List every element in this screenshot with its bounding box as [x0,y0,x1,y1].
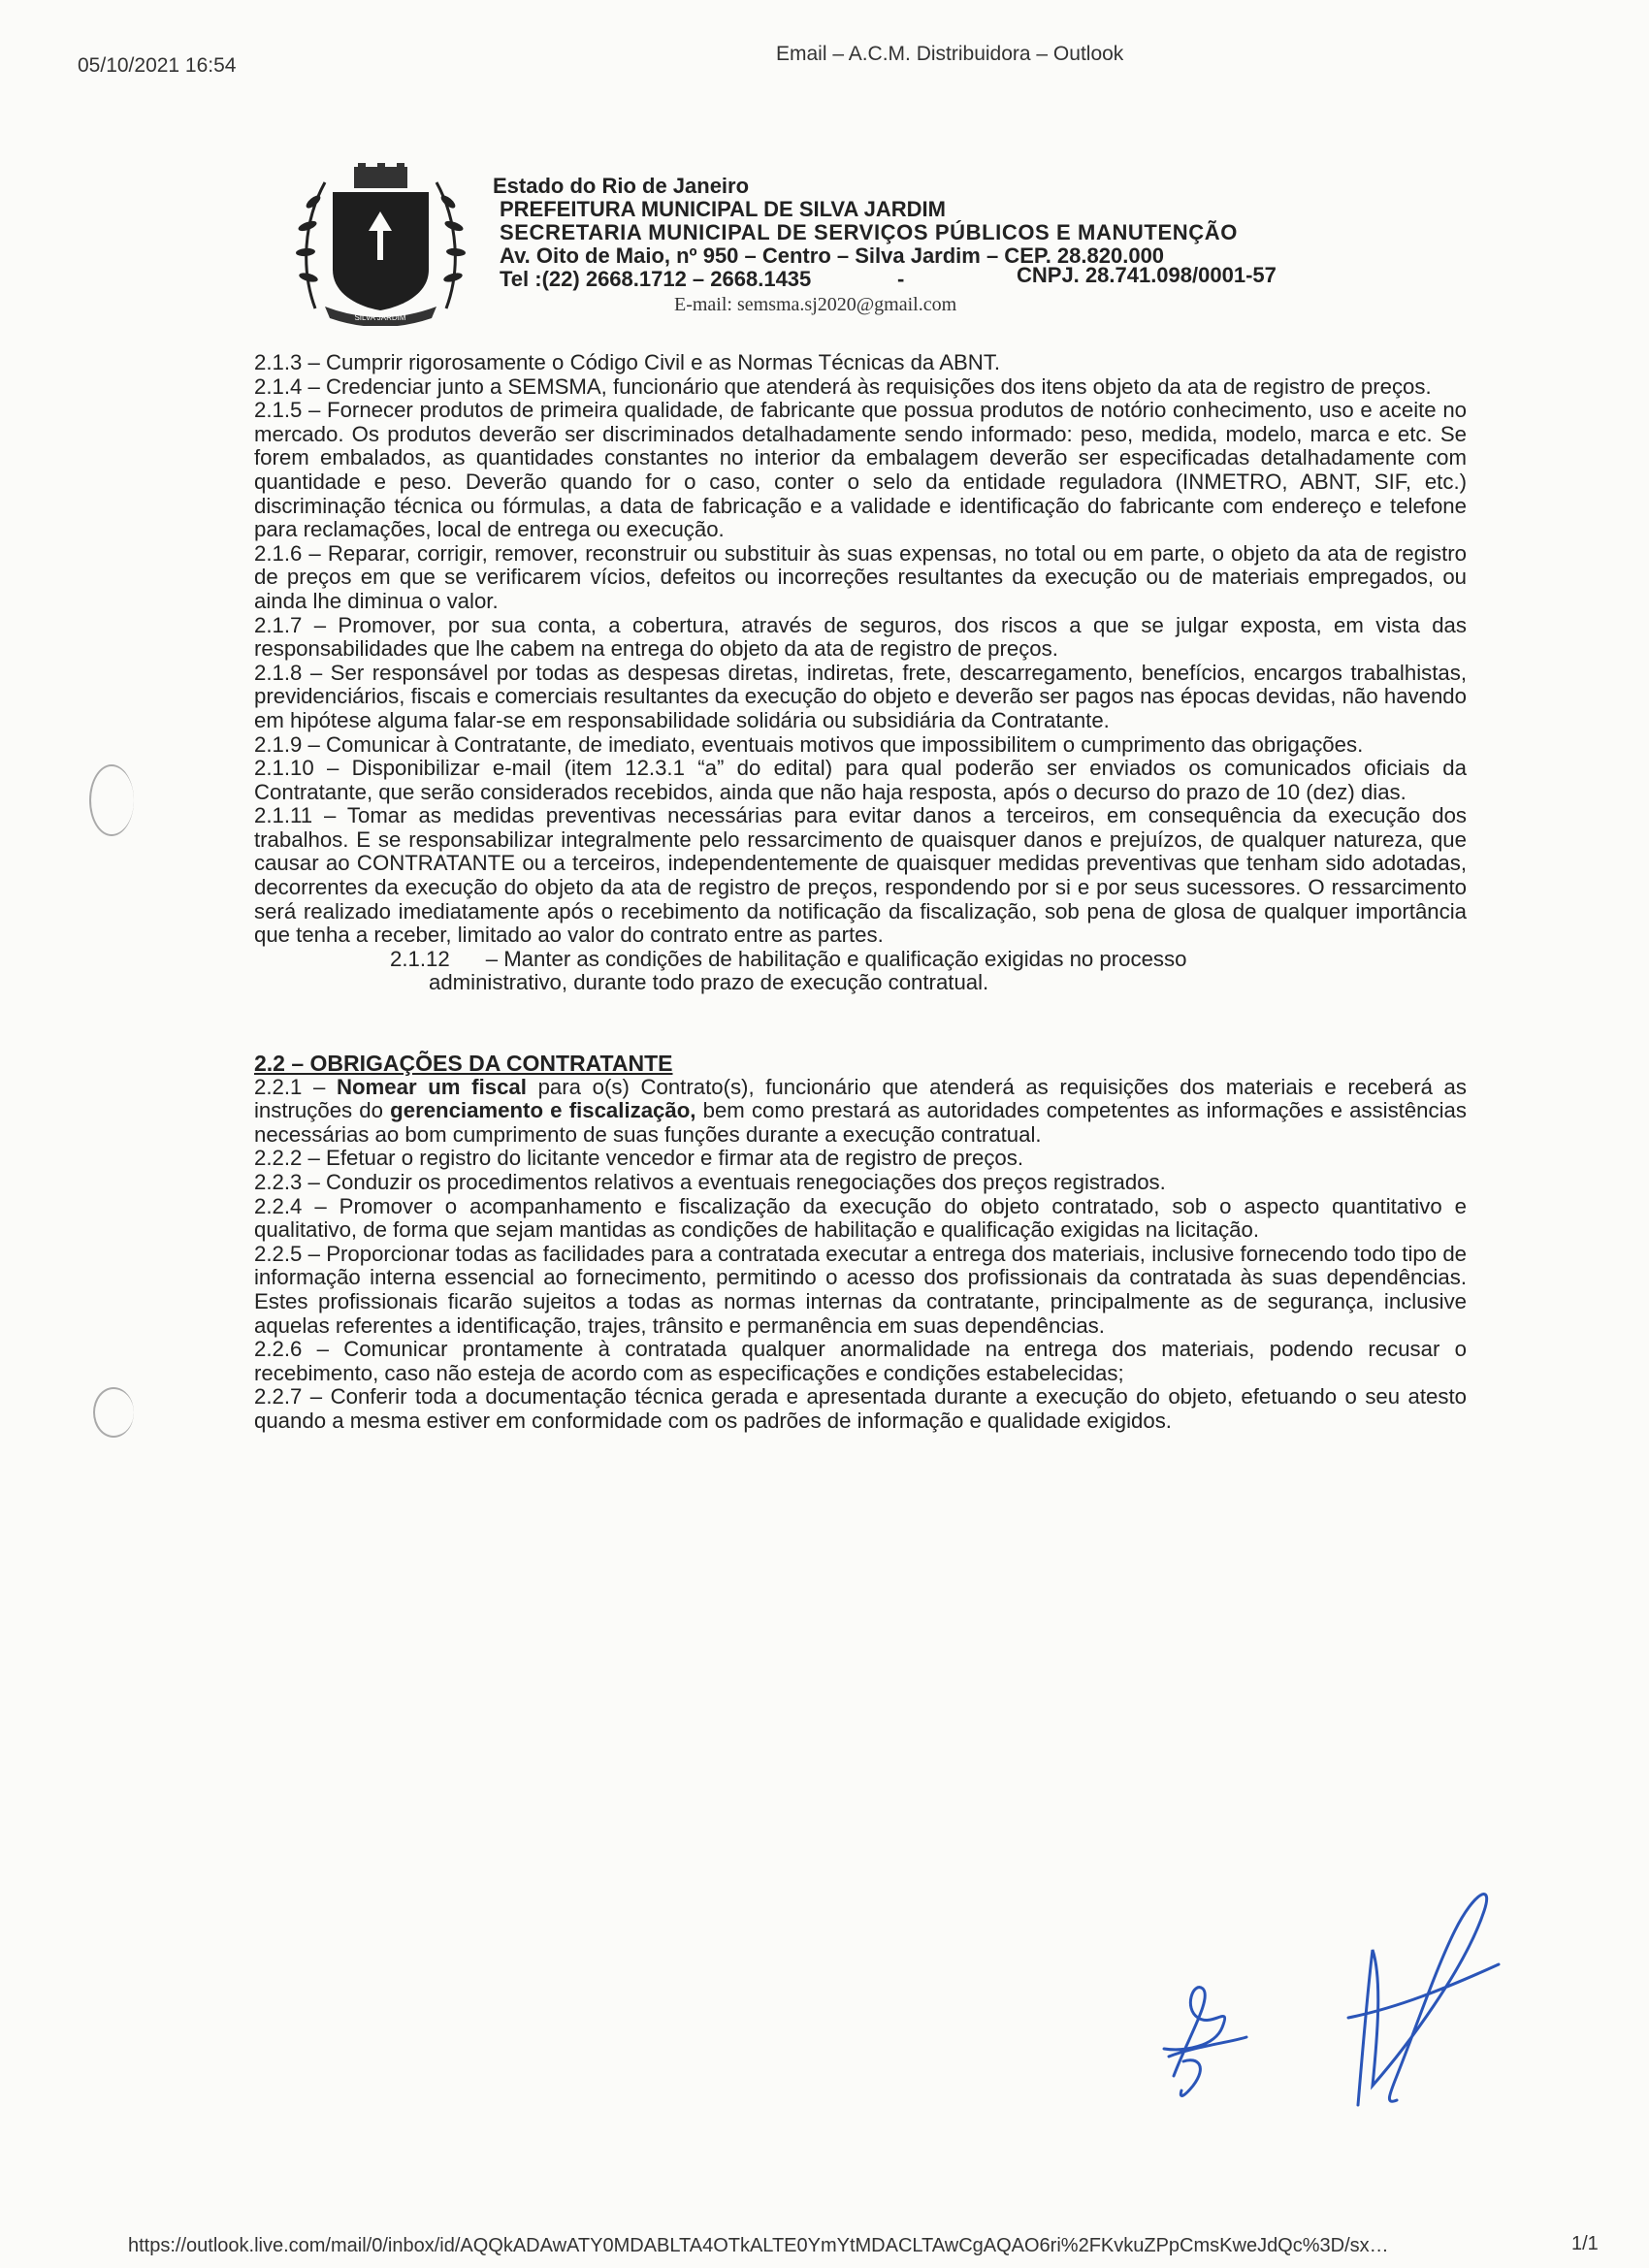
clause-2-1-6: 2.1.6 – Reparar, corrigir, remover, reconstruir ou substituir às suas expensas, no total ou em parte, o objeto da ata de registro de preços em que se verificarem vícios, defeitos ou incorreções resultantes da execução ou de materiais empregados, ou ainda lhe diminua o valor. [254,540,1467,613]
letterhead-state: Estado do Rio de Janeiro [493,174,750,198]
letterhead-municipality: PREFEITURA MUNICIPAL DE SILVA JARDIM [500,197,946,221]
clause-2-2-5: 2.2.5 – Proporcionar todas as facilidades para a contratada executar a entrega dos materiais, inclusive fornecendo todo tipo de informação interna essencial ao fornecimento, permitindo o acesso dos profissionais da contratada às suas dependências. Estes profissionais ficarão sujeitos a todas as normas internas da contratante, principalmente as de segurança, inclusive aquelas referentes a identificação, trajes, trânsito e permanência em suas dependências. [254,1241,1467,1338]
clause-2-1-12-number: 2.1.12 [390,946,450,971]
letterhead-address: Av. Oito de Maio, nº 950 – Centro – Silva Jardim – CEP. 28.820.000 [500,243,1165,268]
clause-2-2-1-prefix: 2.2.1 – [254,1074,337,1099]
clause-2-1-3: 2.1.3 – Cumprir rigorosamente o Código Civil e as Normas Técnicas da ABNT. [254,350,1001,374]
clause-2-2-1-rest: bem como prestará as autoridades competentes as informações e assistências necessárias ao bom cumprimento de suas funções durante a execução contratual. [254,1098,1467,1147]
clause-2-1-12-line1: – Manter as condições de habilitação e qualificação exigidas no processo [485,946,1187,971]
signature-initials [1145,1960,1261,2105]
letterhead-cnpj: CNPJ. 28.741.098/0001-57 [1017,263,1277,287]
clause-2-2-1-mid: para o(s) Contrato(s), funcionário que atenderá as requisições dos materiais e receberá as instruções do [254,1074,1467,1123]
clause-2-2-1-bold-1: Nomear um fiscal [336,1074,527,1099]
clause-2-1-9: 2.1.9 – Comunicar à Contratante, de imediato, eventuais motivos que impossibilitem o cumprimento das obrigações. [254,731,1364,757]
print-page-title: Email – A.C.M. Distribuidora – Outlook [776,43,1124,65]
letterhead-secretariat: SECRETARIA MUNICIPAL DE SERVIÇOS PÚBLICOS E MANUTENÇÃO [500,220,1238,244]
clause-2-1-12 [254,948,1467,995]
print-footer-url: https://outlook.live.com/mail/0/inbox/id/AQQkADAwATY0MDABLTA4OTkALTE0YmYtMDACLTAwCgAQAO6ri%2FKvkuZPpCmsKweJdQc%3D/sx… [128,2235,1389,2256]
clause-2-2-1 [254,1076,1467,1148]
clause-2-2-6: 2.2.6 – Comunicar prontamente à contratada qualquer anormalidade na entrega dos materiais, podendo recusar o recebimento, caso não esteja de acordo com as especificações e condições estabelecidas; [254,1337,1467,1385]
clause-2-1-12-line2: administrativo, durante todo prazo de execução contratual. [429,970,989,995]
clause-2-2-4: 2.2.4 – Promover o acompanhamento e fiscalização da execução do objeto contratado, sob o aspecto quantitativo e qualitativo, de forma que sejam mantidas as condições de habilitação e qualificação exigidas na licitação. [254,1193,1467,1243]
clause-2-1-11: 2.1.11 – Tomar as medidas preventivas necessárias para evitar danos a terceiros, em consequência da execução dos trabalhos. E se responsabilizar integralmente pelo ressarcimento de quaisquer danos e prejuízos, de qualquer natureza, que causar ao CONTRATANTE ou a terceiros, independentemente de quaisquer medidas preventivas que tenham sido adotadas, decorrentes da execução do objeto da ata de registro de preços, respondendo por si e por seus sucessores. O ressarcimento será realizado imediatamente após o recebimento da notificação da fiscalização, sob pena de glosa de qualquer importância que tenha a receber, limitado ao valor do contrato entre as partes. [254,803,1467,948]
letterhead-separator: - [897,267,905,291]
print-datetime: 05/10/2021 16:54 [78,54,237,77]
clause-2-1-5: 2.1.5 – Fornecer produtos de primeira qualidade, de fabricante que possua produtos de notório conhecimento, uso e aceite no mercado. Os produtos deverão ser discriminados detalhadamente sendo informado: peso, medida, modelo, marca e etc. Se forem embalados, as quantidades constantes no interior da embalagem deverão ser especificadas detalhadamente com quantidade e peso. Deverão quando for o caso, conter o selo da entidade reguladora (INMETRO, ABNT, SIF, etc.) discriminação técnica ou fórmulas, a data de fabricação e a validade e identificação do fabricante com endereço e telefone para reclamações, local de entrega ou execução. [254,398,1467,542]
section-2-2-title: 2.2 – OBRIGAÇÕES DA CONTRATANTE [254,1051,673,1077]
crest-ribbon-text: SILVA JARDIM [354,313,406,322]
clause-2-2-1-bold-2: gerenciamento e fiscalização, [390,1098,696,1123]
signature [1339,1872,1504,2124]
print-footer-page: 1/1 [1571,2233,1599,2254]
clause-2-2-2: 2.2.2 – Efetuar o registro do licitante vencedor e firmar ata de registro de preços. [254,1146,1024,1171]
clause-2-1-4: 2.1.4 – Credenciar junto a SEMSMA, funcionário que atenderá às requisições dos itens objeto da ata de registro de preços. [254,373,1432,399]
letterhead-email: E-mail: semsma.sj2020@gmail.com [674,294,957,315]
clause-2-1-8: 2.1.8 – Ser responsável por todas as despesas diretas, indiretas, frete, descarregamento, benefícios, encargos trabalhistas, previdenciários, fiscais e comerciais resultantes da execução do objeto e deverão ser pagos nas épocas devidas, não havendo em hipótese alguma falar-se em responsabilidade solidária ou subsidiária da Contratante. [254,660,1467,732]
clause-2-2-3: 2.2.3 – Conduzir os procedimentos relativos a eventuais renegociações dos preços registrados. [254,1170,1166,1194]
clause-2-2-7: 2.2.7 – Conferir toda a documentação técnica gerada e apresentada durante a execução do objeto, efetuando o seu atesto quando a mesma estiver em conformidade com os padrões de informação e qualidade exigidos. [254,1384,1467,1433]
clause-2-1-10: 2.1.10 – Disponibilizar e-mail (item 12.3.1 “a” do edital) para qual poderão ser enviados os comunicados oficiais da Contratante, que serão considerados recebidos, ainda que não haja resposta, após o decurso do prazo de 10 (dez) dias. [254,756,1467,804]
binder-hole-mark [93,1387,134,1438]
clause-2-1-7: 2.1.7 – Promover, por sua conta, a cobertura, através de seguros, dos riscos a que se julgar exposta, em vista das responsabilidades que lhe cabem na entrega do objeto da ata de registro de preços. [254,612,1467,662]
municipal-crest-icon [296,163,466,326]
binder-hole-mark [89,764,134,836]
letterhead-phone: Tel :(22) 2668.1712 – 2668.1435 [500,267,812,291]
document-body [254,351,1467,1434]
